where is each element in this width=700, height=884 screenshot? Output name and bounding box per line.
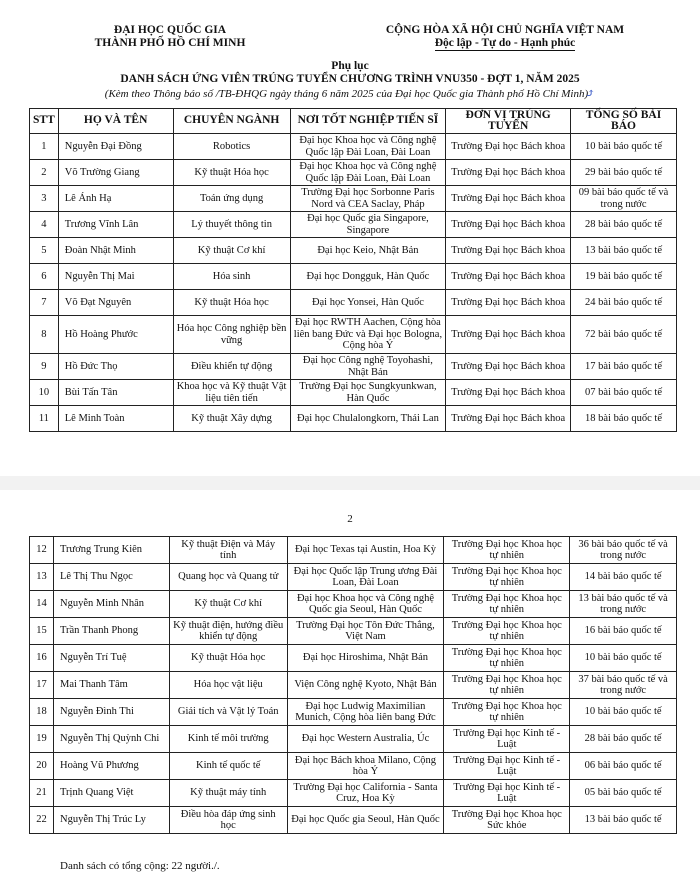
- cell-name: Lê Minh Toàn: [58, 406, 173, 432]
- subtitle-text: (Kèm theo Thông báo số /TB-ĐHQG ngày tháng 6 năm 2025 của Đại học Quốc gia Thành phố Hồ Chí Minh): [104, 88, 589, 100]
- cell-papers: 07 bài báo quốc tế: [571, 380, 677, 406]
- cell-name: Trương Vĩnh Lân: [58, 212, 173, 238]
- cell-name: Võ Đạt Nguyên: [58, 290, 173, 316]
- cell-major: Toán ứng dụng: [173, 186, 290, 212]
- cell-phd: Viện Công nghệ Kyoto, Nhật Bản: [287, 672, 444, 699]
- table-row: [30, 316, 677, 354]
- cell-name: Nguyễn Đình Thi: [53, 699, 169, 726]
- cell-stt: 22: [30, 807, 54, 834]
- cell-stt: 19: [30, 726, 54, 753]
- cell-major: Khoa học và Kỹ thuật Vật liệu tiên tiến: [173, 380, 290, 406]
- cell-major: Kỹ thuật Điện và Máy tính: [169, 537, 287, 564]
- cell-stt: 12: [30, 537, 54, 564]
- cell-papers: 13 bài báo quốc tế: [570, 807, 677, 834]
- table-row: [30, 591, 677, 618]
- cell-unit: Trường Đại học Bách khoa: [446, 212, 571, 238]
- cell-phd: Đại học RWTH Aachen, Cộng hòa liên bang Đức và Đại học Bologna, Cộng hòa Ý: [290, 316, 446, 354]
- cell-papers: 09 bài báo quốc tế và trong nước: [571, 186, 677, 212]
- cell-phd: Đại học Texas tại Austin, Hoa Kỳ: [287, 537, 444, 564]
- national-motto: Độc lập - Tự do - Hạnh phúc: [434, 37, 576, 49]
- cell-major: Kỹ thuật máy tính: [169, 780, 287, 807]
- cell-name: Hồ Đức Thọ: [58, 354, 173, 380]
- cell-phd: Đại học Khoa học và Công nghệ Quốc lập Đài Loan, Đài Loan: [290, 160, 446, 186]
- cell-unit: Trường Đại học Bách khoa: [446, 290, 571, 316]
- cell-phd: Trường Đại học Sorbonne Paris Nord và CEA Saclay, Pháp: [290, 186, 446, 212]
- cell-stt: 10: [30, 380, 59, 406]
- cell-papers: 37 bài báo quốc tế và trong nước: [570, 672, 677, 699]
- cell-papers: 36 bài báo quốc tế và trong nước: [570, 537, 677, 564]
- cell-major: Kinh tế quốc tế: [169, 753, 287, 780]
- cell-major: Hóa học Công nghiệp bền vững: [173, 316, 290, 354]
- cell-papers: 13 bài báo quốc tế và trong nước: [570, 591, 677, 618]
- cell-unit: Trường Đại học Khoa học tự nhiên: [444, 591, 570, 618]
- cell-stt: 1: [30, 134, 59, 160]
- cell-unit: Trường Đại học Kinh tế - Luật: [444, 780, 570, 807]
- cell-name: Đoàn Nhật Minh: [58, 238, 173, 264]
- document-subtitle: [20, 86, 680, 101]
- cell-phd: Đại học Dongguk, Hàn Quốc: [290, 264, 446, 290]
- cell-phd: Trường Đại học California - Santa Cruz, Hoa Kỳ: [287, 780, 444, 807]
- table-row: [30, 807, 677, 834]
- cell-phd: Trường Đại học Sungkyunkwan, Hàn Quốc: [290, 380, 446, 406]
- cell-phd: Đại học Western Australia, Úc: [287, 726, 444, 753]
- table-row: [30, 753, 677, 780]
- cell-stt: 15: [30, 618, 54, 645]
- cell-papers: 18 bài báo quốc tế: [571, 406, 677, 432]
- cell-stt: 5: [30, 238, 59, 264]
- table-row: [30, 780, 677, 807]
- cell-unit: Trường Đại học Bách khoa: [446, 160, 571, 186]
- cell-stt: 3: [30, 186, 59, 212]
- cell-phd: Đại học Bách khoa Milano, Cộng hòa Ý: [287, 753, 444, 780]
- table-row: [30, 699, 677, 726]
- candidates-table-page-2: [29, 536, 677, 834]
- cell-papers: 17 bài báo quốc tế: [571, 354, 677, 380]
- cell-papers: 29 bài báo quốc tế: [571, 160, 677, 186]
- col-header-papers: TỔNG SỐ BÀI BÁO: [571, 109, 677, 134]
- cell-papers: 16 bài báo quốc tế: [570, 618, 677, 645]
- cell-major: Kỹ thuật Hóa học: [173, 160, 290, 186]
- cell-name: Võ Trường Giang: [58, 160, 173, 186]
- cell-unit: Trường Đại học Bách khoa: [446, 380, 571, 406]
- issuer-line-2: THÀNH PHỐ HỒ CHÍ MINH: [94, 37, 246, 49]
- cell-name: Hoàng Vũ Phương: [53, 753, 169, 780]
- table-row: [30, 134, 677, 160]
- cell-major: Quang học và Quang tử: [169, 564, 287, 591]
- col-header-unit: ĐƠN VỊ TRÚNG TUYỂN: [446, 109, 571, 134]
- candidates-table-page-1: [29, 108, 677, 432]
- cell-major: Giải tích và Vật lý Toán: [169, 699, 287, 726]
- cell-name: Trần Thanh Phong: [53, 618, 169, 645]
- cell-papers: 13 bài báo quốc tế: [571, 238, 677, 264]
- cell-unit: Trường Đại học Khoa học tự nhiên: [444, 699, 570, 726]
- cell-stt: 11: [30, 406, 59, 432]
- cell-major: Kỹ thuật Xây dựng: [173, 406, 290, 432]
- table-row: [30, 537, 677, 564]
- cell-major: Kỹ thuật Cơ khí: [173, 238, 290, 264]
- table-row: [30, 354, 677, 380]
- table-row: [30, 380, 677, 406]
- cell-name: Bùi Tấn Tân: [58, 380, 173, 406]
- cell-stt: 4: [30, 212, 59, 238]
- cell-phd: Đại học Quốc lập Trung ương Đài Loan, Đài Loan: [287, 564, 444, 591]
- cell-papers: 28 bài báo quốc tế: [571, 212, 677, 238]
- cell-papers: 28 bài báo quốc tế: [570, 726, 677, 753]
- cell-stt: 18: [30, 699, 54, 726]
- cell-unit: Trường Đại học Kinh tế - Luật: [444, 753, 570, 780]
- cell-stt: 17: [30, 672, 54, 699]
- cell-major: Điều khiển tự động: [173, 354, 290, 380]
- cell-unit: Trường Đại học Khoa học tự nhiên: [444, 618, 570, 645]
- cell-unit: Trường Đại học Bách khoa: [446, 406, 571, 432]
- document-title: DANH SÁCH ỨNG VIÊN TRÚNG TUYỂN CHƯƠNG TRÌNH VNU350 - ĐỢT 1, NĂM 2025: [120, 73, 580, 85]
- cell-unit: Trường Đại học Khoa học Sức khỏe: [444, 807, 570, 834]
- cell-stt: 8: [30, 316, 59, 354]
- cell-unit: Trường Đại học Bách khoa: [446, 354, 571, 380]
- cell-unit: Trường Đại học Khoa học tự nhiên: [444, 564, 570, 591]
- page-number: 2: [347, 513, 353, 525]
- cell-papers: 05 bài báo quốc tế: [570, 780, 677, 807]
- cell-unit: Trường Đại học Bách khoa: [446, 238, 571, 264]
- cell-stt: 13: [30, 564, 54, 591]
- cell-major: Điều hòa đáp ứng sinh học: [169, 807, 287, 834]
- signature-mark-icon: ⤴: [585, 86, 596, 100]
- cell-papers: 06 bài báo quốc tế: [570, 753, 677, 780]
- appendix-label: Phụ lục: [331, 60, 369, 72]
- cell-unit: Trường Đại học Khoa học tự nhiên: [444, 645, 570, 672]
- table-row: [30, 645, 677, 672]
- cell-major: Kỹ thuật Hóa học: [173, 290, 290, 316]
- cell-major: Kinh tế môi trường: [169, 726, 287, 753]
- cell-unit: Trường Đại học Bách khoa: [446, 264, 571, 290]
- cell-phd: Đại học Hiroshima, Nhật Bản: [287, 645, 444, 672]
- cell-stt: 14: [30, 591, 54, 618]
- table-row: [30, 238, 677, 264]
- total-note: Danh sách có tổng cộng: 22 người./.: [60, 860, 220, 872]
- cell-phd: Đại học Công nghệ Toyohashi, Nhật Bản: [290, 354, 446, 380]
- cell-unit: Trường Đại học Kinh tế - Luật: [444, 726, 570, 753]
- cell-unit: Trường Đại học Khoa học tự nhiên: [444, 537, 570, 564]
- table-row: [30, 290, 677, 316]
- cell-major: Hóa sinh: [173, 264, 290, 290]
- cell-phd: Đại học Khoa học và Công nghệ Quốc lập Đài Loan, Đài Loan: [290, 134, 446, 160]
- cell-major: Kỹ thuật Hóa học: [169, 645, 287, 672]
- cell-major: Kỹ thuật Cơ khí: [169, 591, 287, 618]
- cell-major: Lý thuyết thông tin: [173, 212, 290, 238]
- national-line-1: CỘNG HÒA XÃ HỘI CHỦ NGHĨA VIỆT NAM: [385, 24, 625, 36]
- col-header-phd: NƠI TỐT NGHIỆP TIẾN SĨ: [290, 109, 446, 134]
- cell-stt: 9: [30, 354, 59, 380]
- cell-phd: Đại học Chulalongkorn, Thái Lan: [290, 406, 446, 432]
- table-row: [30, 618, 677, 645]
- cell-phd: Đại học Yonsei, Hàn Quốc: [290, 290, 446, 316]
- cell-stt: 16: [30, 645, 54, 672]
- cell-unit: Trường Đại học Bách khoa: [446, 186, 571, 212]
- cell-major: Robotics: [173, 134, 290, 160]
- cell-name: Nguyễn Thị Trúc Ly: [53, 807, 169, 834]
- cell-phd: Trường Đại học Tôn Đức Thắng, Việt Nam: [287, 618, 444, 645]
- issuer-line-1: ĐẠI HỌC QUỐC GIA: [113, 24, 227, 36]
- cell-name: Nguyễn Minh Nhân: [53, 591, 169, 618]
- cell-phd: Đại học Quốc gia Seoul, Hàn Quốc: [287, 807, 444, 834]
- cell-papers: 19 bài báo quốc tế: [571, 264, 677, 290]
- cell-name: Trương Trung Kiên: [53, 537, 169, 564]
- cell-name: Hồ Hoàng Phước: [58, 316, 173, 354]
- table-row: [30, 672, 677, 699]
- cell-major: Hóa học vật liệu: [169, 672, 287, 699]
- table-body-page-1: [30, 134, 677, 432]
- cell-stt: 20: [30, 753, 54, 780]
- table-row: [30, 726, 677, 753]
- table-body-page-2: [30, 537, 677, 834]
- cell-name: Trịnh Quang Việt: [53, 780, 169, 807]
- cell-unit: Trường Đại học Bách khoa: [446, 316, 571, 354]
- cell-stt: 21: [30, 780, 54, 807]
- table-row: [30, 564, 677, 591]
- cell-name: Lê Ánh Hạ: [58, 186, 173, 212]
- cell-name: Mai Thanh Tâm: [53, 672, 169, 699]
- cell-name: Nguyễn Đại Đồng: [58, 134, 173, 160]
- cell-name: Lê Thị Thu Ngọc: [53, 564, 169, 591]
- table-row: [30, 406, 677, 432]
- col-header-stt: STT: [30, 109, 59, 134]
- col-header-name: HỌ VÀ TÊN: [58, 109, 173, 134]
- table-row: [30, 160, 677, 186]
- cell-stt: 2: [30, 160, 59, 186]
- cell-unit: Trường Đại học Khoa học tự nhiên: [444, 672, 570, 699]
- cell-papers: 14 bài báo quốc tế: [570, 564, 677, 591]
- cell-papers: 24 bài báo quốc tế: [571, 290, 677, 316]
- table-row: [30, 212, 677, 238]
- col-header-major: CHUYÊN NGÀNH: [173, 109, 290, 134]
- cell-stt: 6: [30, 264, 59, 290]
- cell-papers: 10 bài báo quốc tế: [571, 134, 677, 160]
- cell-phd: Đại học Quốc gia Singapore, Singapore: [290, 212, 446, 238]
- table-header-row: [30, 109, 677, 134]
- issuer-header: [55, 24, 285, 50]
- cell-major: Kỹ thuật điện, hướng điều khiển tự động: [169, 618, 287, 645]
- table-row: [30, 264, 677, 290]
- cell-name: Nguyễn Thị Mai: [58, 264, 173, 290]
- cell-stt: 7: [30, 290, 59, 316]
- cell-phd: Đại học Ludwig Maximilian Munich, Cộng hòa liên bang Đức: [287, 699, 444, 726]
- cell-papers: 72 bài báo quốc tế: [571, 316, 677, 354]
- cell-papers: 10 bài báo quốc tế: [570, 645, 677, 672]
- cell-name: Nguyễn Thị Quỳnh Chi: [53, 726, 169, 753]
- table-row: [30, 186, 677, 212]
- cell-name: Nguyễn Trí Tuệ: [53, 645, 169, 672]
- cell-phd: Đại học Keio, Nhật Bản: [290, 238, 446, 264]
- cell-phd: Đại học Khoa học và Công nghệ Quốc gia Seoul, Hàn Quốc: [287, 591, 444, 618]
- cell-unit: Trường Đại học Bách khoa: [446, 134, 571, 160]
- cell-papers: 10 bài báo quốc tế: [570, 699, 677, 726]
- national-header: [345, 24, 665, 51]
